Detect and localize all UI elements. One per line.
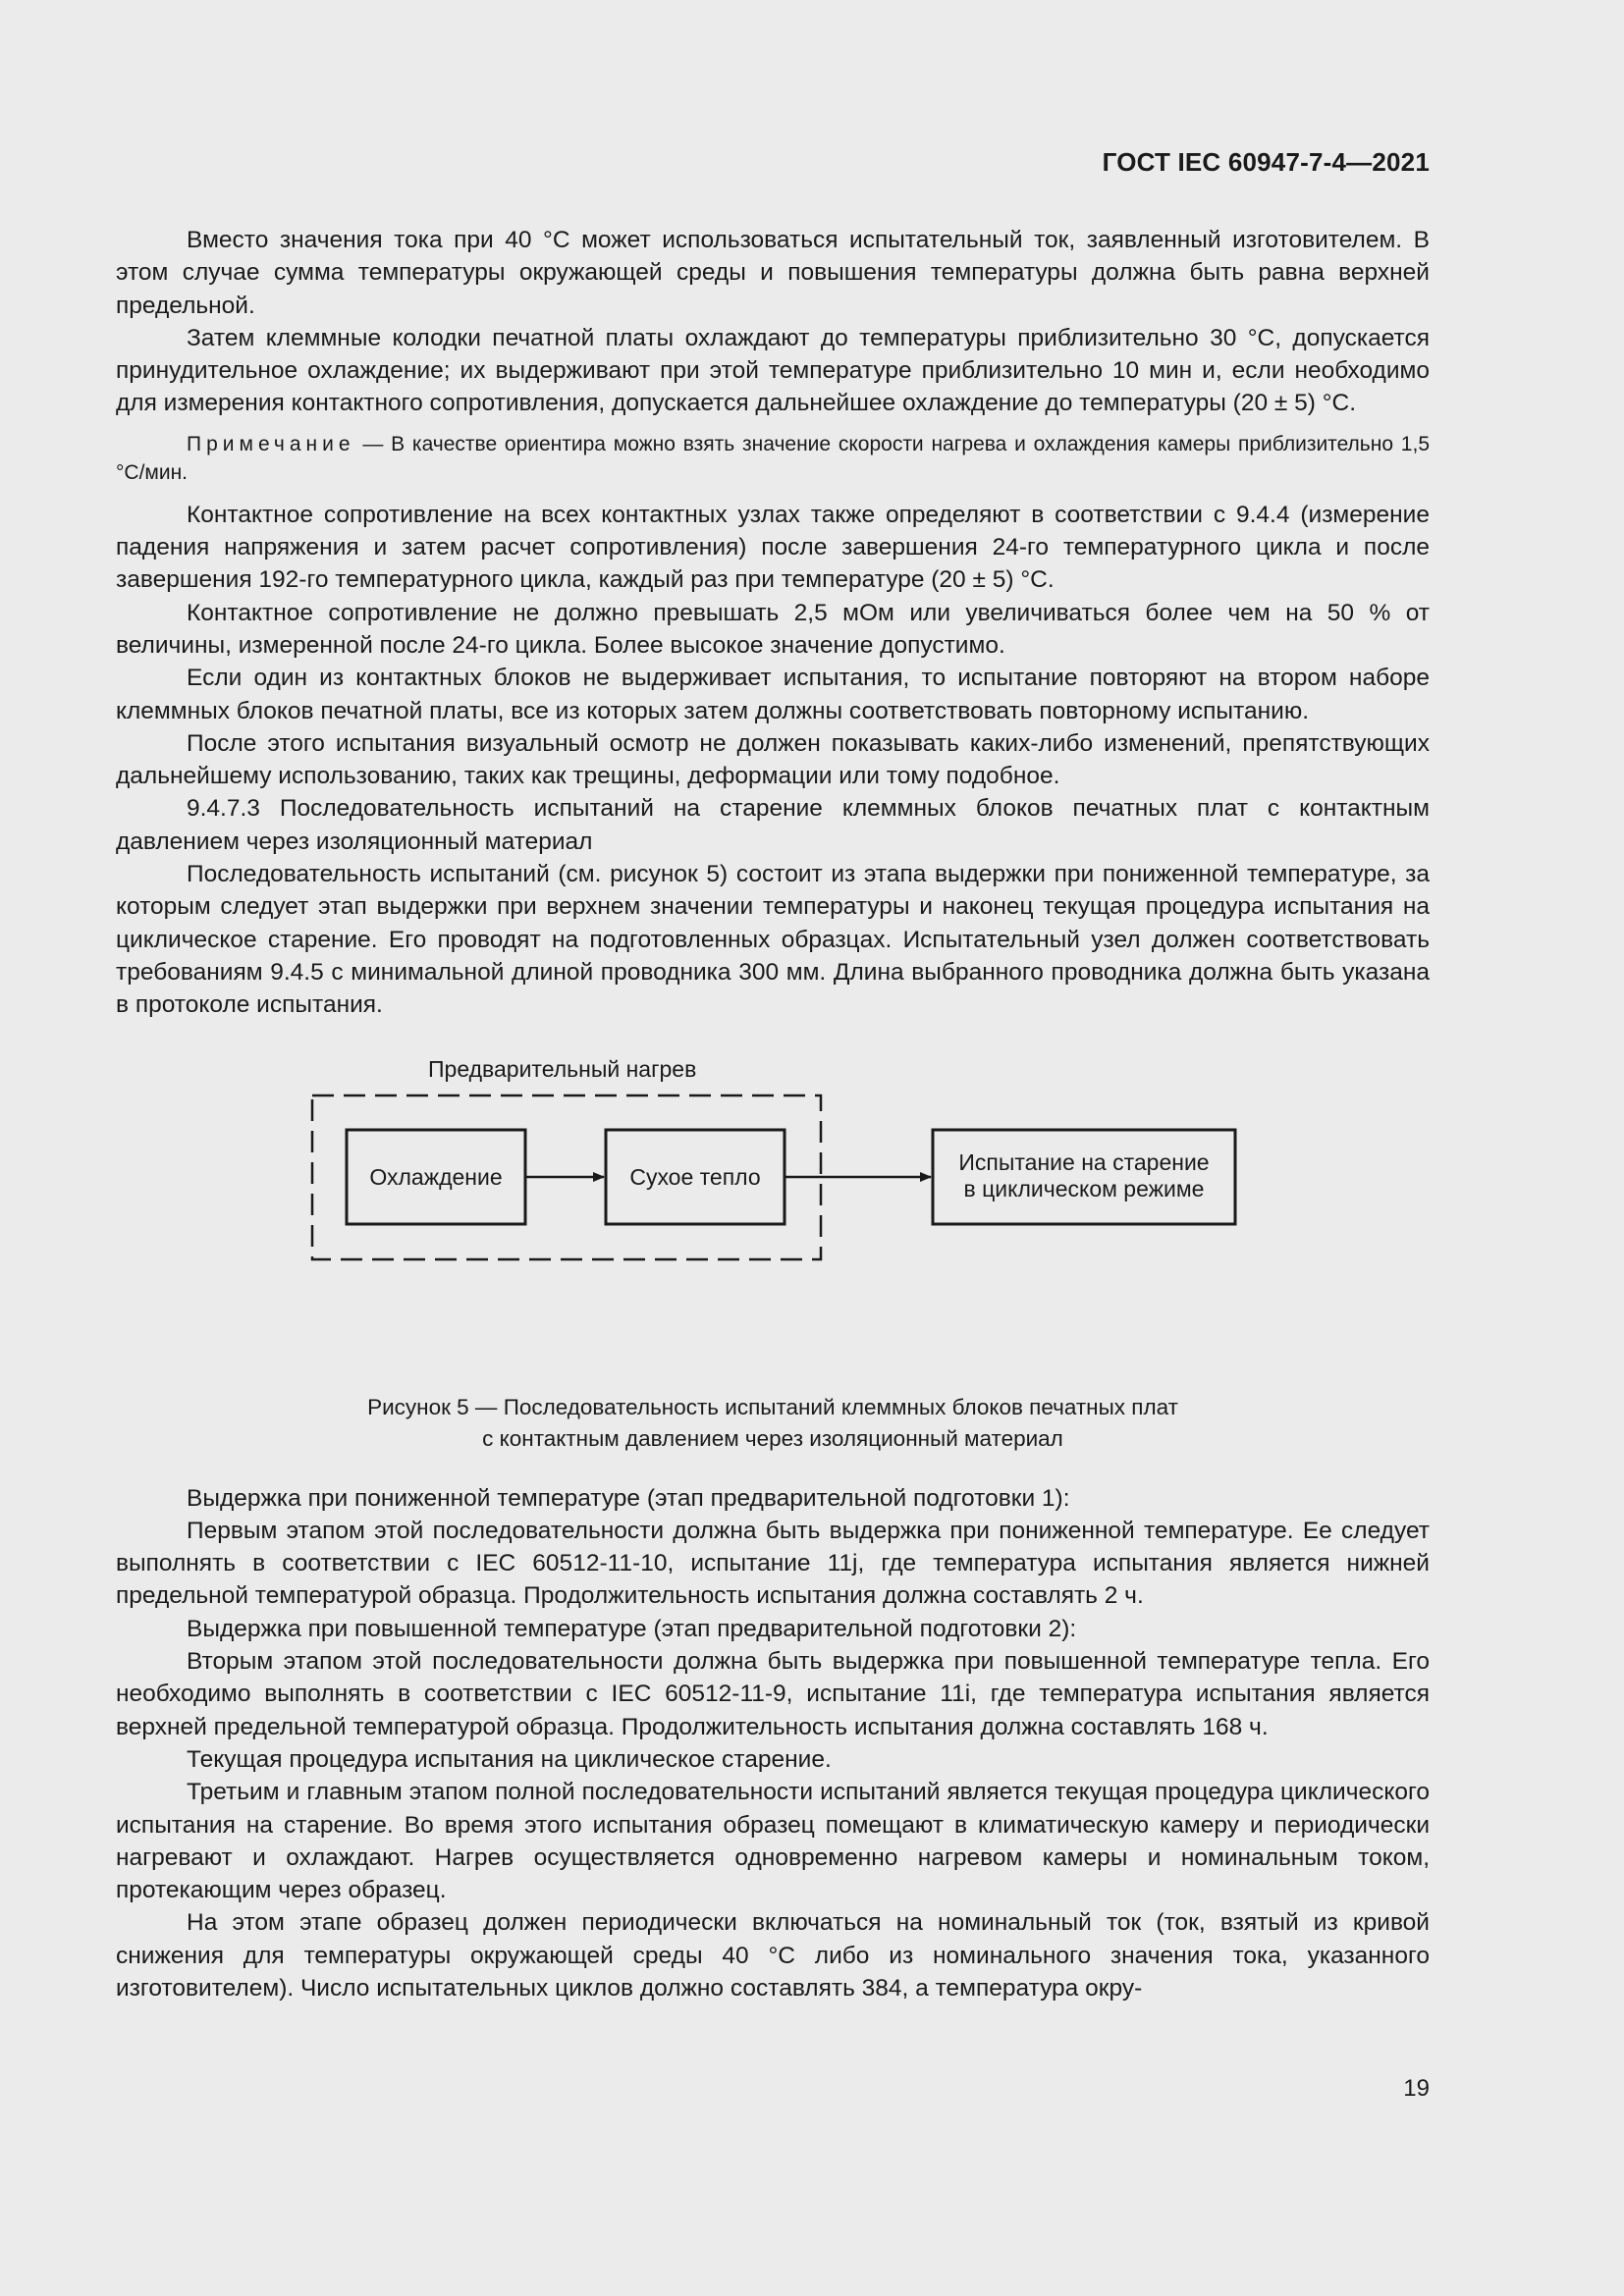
paragraph: Последовательность испытаний (см. рисунок 5) состоит из этапа выдержки при пониженной температуре, за которым следует этап выдержки при верхнем значении температуры и наконец текущая процедура испытания на циклическое старение. Его проводят на подготовленных образцах. Испытательный узел должен соответствовать требованиям 9.4.5 с минимальной длиной проводника 300 мм. Длина выбранного проводника должна быть указана в протоколе испытания. xyxy=(116,861,1430,1019)
paragraph: На этом этапе образец должен периодически включаться на номинальный ток (ток, взятый из кривой снижения для температуры окружающей среды 40 °C либо из номинального значения тока, указанного изготовителем). Число испытательных циклов должно составлять 384, а температура окру- xyxy=(116,1909,1430,2002)
note-label: Примечание xyxy=(187,432,355,455)
note xyxy=(116,430,1430,487)
cooling-box-label: Охлаждение xyxy=(369,1163,503,1190)
paragraph: Выдержка при повышенной температуре (этап предварительной подготовки 2): xyxy=(187,1615,1077,1642)
caption-line: с контактным давлением через изоляционный материал xyxy=(482,1425,1063,1451)
dry-heat-box-label: Сухое тепло xyxy=(629,1163,761,1190)
paragraph: Третьим и главным этапом полной последовательности испытаний является текущая процедура циклического испытания на старение. Во время этого испытания образец помещают в климатическую камеру и периодически нагревают и охлаждают. Нагрев осуществляется одновременно нагревом камеры и номинальным током, протекающим через образец. xyxy=(116,1779,1430,1904)
paragraph: Контактное сопротивление на всех контактных узлах также определяют в соответствии с 9.4.4 (измерение падения напряжения и затем расчет сопротивления) после завершения 24-го температурного цикла и после завершения 192-го температурного цикла, каждый раз при температуре (20 ± 5) °C. xyxy=(116,501,1430,594)
aging-test-box-label-line2: в циклическом режиме xyxy=(963,1175,1205,1201)
preheat-group-label: Предварительный нагрев xyxy=(428,1055,697,1082)
figure-5-caption xyxy=(116,1392,1430,1455)
paragraph: Текущая процедура испытания на циклическое старение. xyxy=(187,1745,832,1773)
paragraph: Вторым этапом этой последовательности должна быть выдержка при повышенной температуре тепла. Его необходимо выполнять в соответствии с IEC 60512-11-9, испытание 11i, где температура испытания является верхней предельной температурой образца. Продолжительность испытания должна составлять 168 ч. xyxy=(116,1648,1430,1740)
page-number: 19 xyxy=(1403,2075,1430,2102)
figure-5-diagram xyxy=(116,1053,1430,1392)
section-heading-9-4-7-3: 9.4.7.3 Последовательность испытаний на старение клеммных блоков печатных плат с контактным давлением через изоляционный материал xyxy=(116,795,1430,855)
paragraph: Контактное сопротивление не должно превышать 2,5 мОм или увеличиваться более чем на 50 % от величины, измеренной после 24-го цикла. Более высокое значение допустимо. xyxy=(116,599,1430,659)
paragraph: Первым этапом этой последовательности должна быть выдержка при пониженной температуре. Ее следует выполнять в соответствии с IEC 60512-11-10, испытание 11j, где температура испытания является нижней предельной температурой образца. Продолжительность испытания должна составлять 2 ч. xyxy=(116,1517,1430,1610)
document-body xyxy=(116,224,1430,2004)
caption-line: Рисунок 5 — Последовательность испытаний клеммных блоков печатных плат xyxy=(367,1394,1178,1419)
paragraph: Выдержка при пониженной температуре (этап предварительной подготовки 1): xyxy=(187,1484,1070,1512)
document-header-id: ГОСТ IEC 60947-7-4—2021 xyxy=(1102,147,1430,177)
paragraph: Вместо значения тока при 40 °C может использоваться испытательный ток, заявленный изготовителем. В этом случае сумма температуры окружающей среды и повышения температуры должна быть равна верхней предельной. xyxy=(116,227,1430,319)
paragraph: После этого испытания визуальный осмотр не должен показывать каких-либо изменений, препятствующих дальнейшему использованию, таких как трещины, деформации или тому подобное. xyxy=(116,729,1430,790)
note-text: — В качестве ориентира можно взять значение скорости нагрева и охлаждения камеры приблизительно 1,5 °C/мин. xyxy=(116,432,1430,484)
paragraph: Затем клеммные колодки печатной платы охлаждают до температуры приблизительно 30 °C, допускается принудительное охлаждение; их выдерживают при этой температуре приблизительно 10 мин и, если необходимо для измерения контактного сопротивления, допускается дальнейшее охлаждение до температуры (20 ± 5) °C. xyxy=(116,324,1430,417)
paragraph: Если один из контактных блоков не выдерживает испытания, то испытание повторяют на втором наборе клеммных блоков печатной платы, все из которых затем должны соответствовать повторному испытанию. xyxy=(116,665,1430,724)
aging-test-box-label-line1: Испытание на старение xyxy=(958,1148,1210,1175)
flow-diagram xyxy=(116,1053,1430,1392)
